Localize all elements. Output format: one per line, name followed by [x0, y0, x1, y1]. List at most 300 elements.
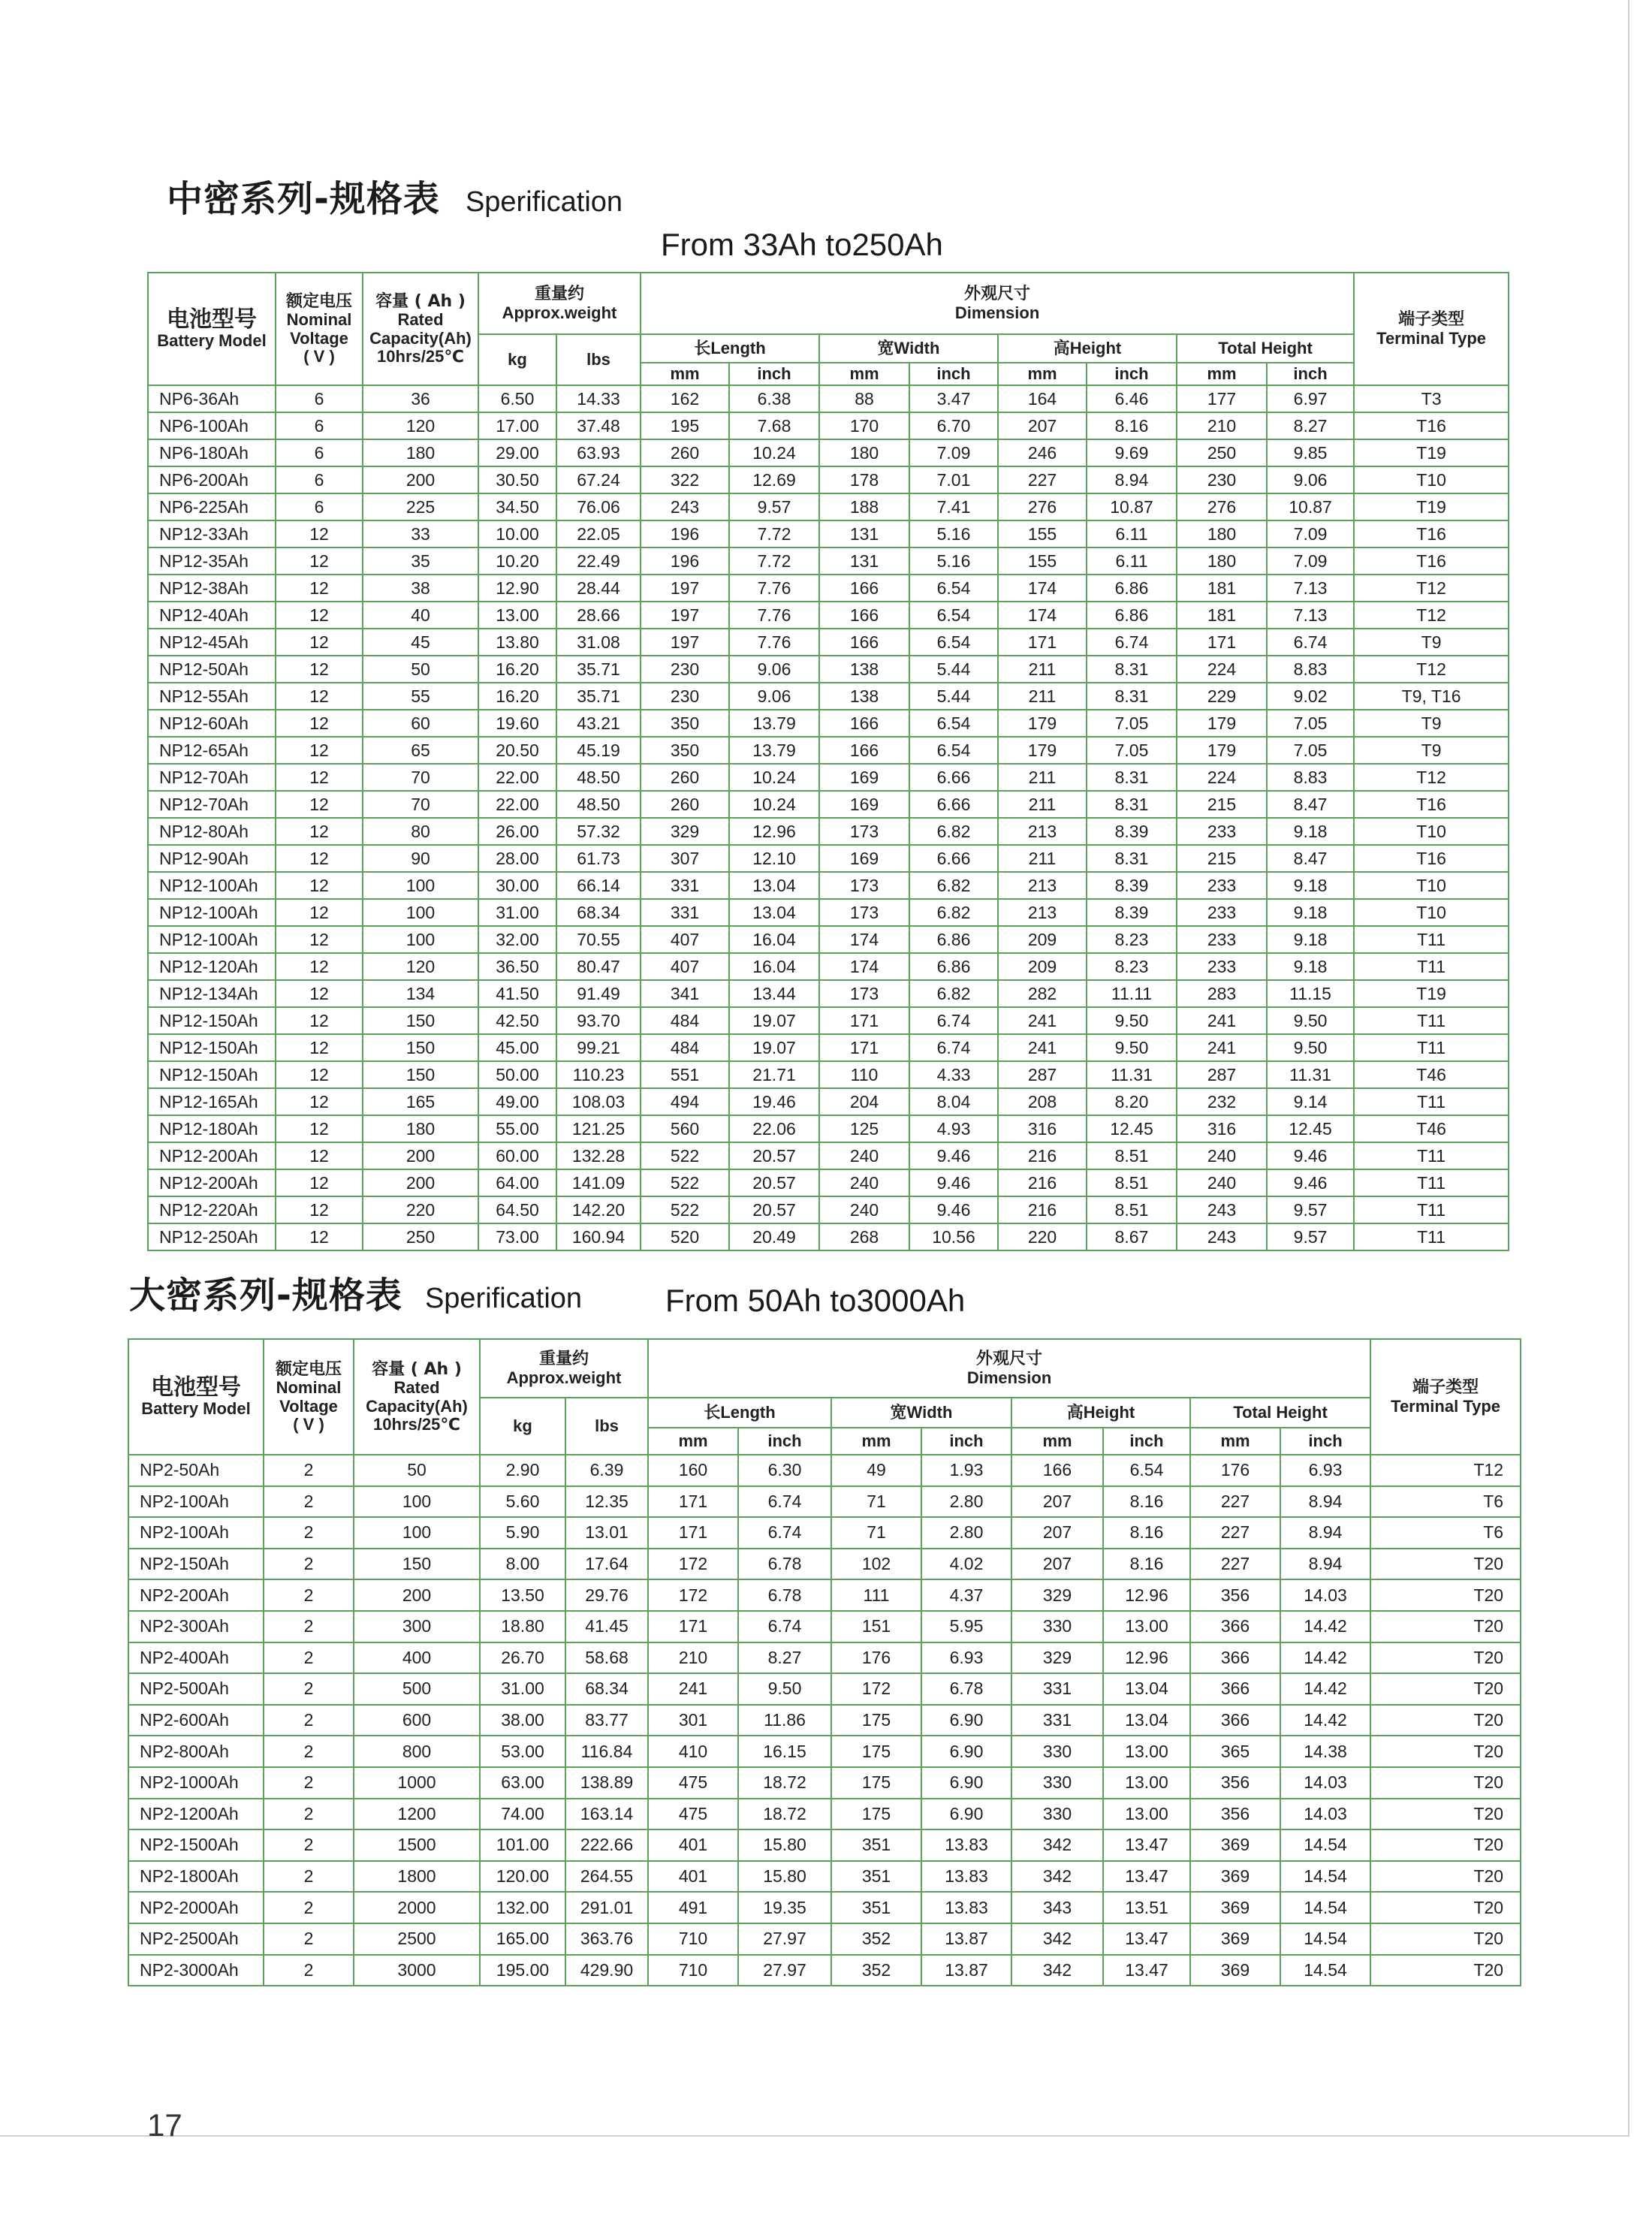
table-cell: 16.04 [729, 926, 819, 953]
table-cell: 352 [831, 1955, 921, 1986]
table-cell: 6.70 [909, 412, 998, 439]
table-cell: 174 [819, 926, 909, 953]
header-mm: mm [1190, 1428, 1280, 1455]
header-total-height: Total Height [1190, 1398, 1370, 1428]
table-cell: 369 [1190, 1861, 1280, 1893]
cell-model: NP2-300Ah [128, 1611, 264, 1642]
table-cell: 40 [363, 602, 478, 629]
table-row [128, 1705, 1521, 1736]
table-cell: 9.18 [1267, 953, 1354, 980]
cell-model: NP12-60Ah [148, 710, 276, 737]
table-cell: 429.90 [565, 1955, 648, 1986]
table-cell: 301 [648, 1705, 738, 1736]
table-cell: 475 [648, 1799, 738, 1830]
table-row [148, 953, 1509, 980]
table-cell: 369 [1190, 1955, 1280, 1986]
table-cell: 35.71 [556, 656, 641, 683]
table-cell: 410 [648, 1736, 738, 1767]
cell-terminal: T6 [1370, 1517, 1521, 1549]
cell-terminal: T9, T16 [1354, 683, 1509, 710]
section2-title [129, 1266, 582, 1318]
table-cell: 12 [276, 1115, 363, 1142]
table-cell: 169 [819, 845, 909, 872]
table-cell: 3.47 [909, 385, 998, 412]
table-row [128, 1923, 1521, 1955]
table-cell: 8.31 [1087, 683, 1177, 710]
table-cell: 6 [276, 466, 363, 493]
table-cell: 2 [264, 1642, 354, 1674]
table-cell: 710 [648, 1923, 738, 1955]
table-cell: 6.86 [1087, 575, 1177, 602]
cell-model: NP12-45Ah [148, 629, 276, 656]
cell-model: NP12-134Ah [148, 980, 276, 1007]
table-cell: 9.57 [1267, 1196, 1354, 1223]
table-cell: 14.42 [1280, 1673, 1370, 1705]
table-cell: 166 [819, 602, 909, 629]
table-cell: 14.54 [1280, 1861, 1370, 1893]
table-cell: 200 [354, 1579, 480, 1611]
cell-model: NP12-70Ah [148, 764, 276, 791]
table-cell: 57.32 [556, 818, 641, 845]
table-cell: 176 [1190, 1455, 1280, 1486]
table-cell: 369 [1190, 1892, 1280, 1923]
table-cell: 11.86 [738, 1705, 831, 1736]
header-inch: inch [1267, 363, 1354, 385]
table-cell: 9.18 [1267, 872, 1354, 899]
table-cell: 9.18 [1267, 899, 1354, 926]
table-row [148, 602, 1509, 629]
header-terminal: 端子类型 Terminal Type [1354, 273, 1509, 385]
cell-model: NP12-220Ah [148, 1196, 276, 1223]
table-cell: 7.68 [729, 412, 819, 439]
table-row [148, 520, 1509, 547]
table-cell: 6 [276, 493, 363, 520]
table-cell: 121.25 [556, 1115, 641, 1142]
cell-terminal: T6 [1370, 1486, 1521, 1518]
table-cell: 116.84 [565, 1736, 648, 1767]
table-cell: 9.50 [1267, 1007, 1354, 1034]
spec-table-large [128, 1338, 1521, 1986]
table-cell: 91.49 [556, 980, 641, 1007]
table-cell: 210 [648, 1642, 738, 1674]
table-cell: 12 [276, 629, 363, 656]
table-cell: 4.37 [921, 1579, 1011, 1611]
table-cell: 60.00 [478, 1142, 556, 1169]
table-cell: 224 [1177, 764, 1267, 791]
table-row [148, 385, 1509, 412]
cell-terminal: T16 [1354, 791, 1509, 818]
section2-title-zh: 大密系列-规格表 [129, 1274, 402, 1317]
table-cell: 16.20 [478, 656, 556, 683]
table-row [148, 845, 1509, 872]
table-cell: 6.54 [1103, 1455, 1190, 1486]
table-cell: 8.51 [1087, 1169, 1177, 1196]
table-cell: 8.51 [1087, 1196, 1177, 1223]
cell-model: NP12-90Ah [148, 845, 276, 872]
cell-model: NP2-100Ah [128, 1486, 264, 1518]
table-cell: 20.57 [729, 1196, 819, 1223]
table-cell: 30.50 [478, 466, 556, 493]
cell-terminal: T20 [1370, 1611, 1521, 1642]
table-cell: 12 [276, 602, 363, 629]
cell-model: NP12-33Ah [148, 520, 276, 547]
table-row [148, 412, 1509, 439]
cell-terminal: T11 [1354, 1196, 1509, 1223]
table-cell: 9.46 [909, 1142, 998, 1169]
table-cell: 230 [641, 683, 729, 710]
table-cell: 8.27 [738, 1642, 831, 1674]
table-cell: 12 [276, 1142, 363, 1169]
table-cell: 33 [363, 520, 478, 547]
table-cell: 174 [998, 575, 1087, 602]
table-cell: 171 [648, 1517, 738, 1549]
table-cell: 12 [276, 575, 363, 602]
table-cell: 63.93 [556, 439, 641, 466]
table-cell: 220 [363, 1196, 478, 1223]
table-cell: 13.00 [1103, 1611, 1190, 1642]
table-row [148, 980, 1509, 1007]
table-cell: 8.16 [1103, 1549, 1190, 1580]
table-cell: 5.16 [909, 547, 998, 575]
table-cell: 2.90 [480, 1455, 565, 1486]
table-cell: 12 [276, 899, 363, 926]
cell-model: NP12-70Ah [148, 791, 276, 818]
table-cell: 232 [1177, 1088, 1267, 1115]
cell-model: NP12-200Ah [148, 1169, 276, 1196]
table-cell: 13.80 [478, 629, 556, 656]
table-cell: 55 [363, 683, 478, 710]
table-cell: 283 [1177, 980, 1267, 1007]
header-height: 高Height [998, 334, 1177, 363]
table-cell: 5.60 [480, 1486, 565, 1518]
table-cell: 250 [1177, 439, 1267, 466]
table-cell: 2 [264, 1549, 354, 1580]
table-cell: 175 [831, 1799, 921, 1830]
table-row [148, 493, 1509, 520]
table-cell: 10.00 [478, 520, 556, 547]
cell-terminal: T20 [1370, 1642, 1521, 1674]
table-cell: 120 [363, 953, 478, 980]
table-cell: 211 [998, 656, 1087, 683]
table-cell: 5.95 [921, 1611, 1011, 1642]
page-number: 17 [147, 2107, 182, 2143]
header-terminal: 端子类型 Terminal Type [1370, 1339, 1521, 1455]
table-cell: 13.47 [1103, 1955, 1190, 1986]
table-cell: 500 [354, 1673, 480, 1705]
table-cell: 180 [819, 439, 909, 466]
table-cell: 170 [819, 412, 909, 439]
table-row [148, 1196, 1509, 1223]
table-cell: 17.00 [478, 412, 556, 439]
table-cell: 177 [1177, 385, 1267, 412]
table-cell: 6.93 [1280, 1455, 1370, 1486]
cell-model: NP12-40Ah [148, 602, 276, 629]
table-cell: 6.11 [1087, 547, 1177, 575]
table-cell: 65 [363, 737, 478, 764]
table-cell: 300 [354, 1611, 480, 1642]
table-cell: 6.50 [478, 385, 556, 412]
table-cell: 22.49 [556, 547, 641, 575]
table-cell: 20.57 [729, 1169, 819, 1196]
table-cell: 142.20 [556, 1196, 641, 1223]
table-cell: 213 [998, 872, 1087, 899]
cell-model: NP6-200Ah [148, 466, 276, 493]
table-cell: 222.66 [565, 1829, 648, 1861]
table-cell: 13.47 [1103, 1861, 1190, 1893]
table-cell: 12 [276, 845, 363, 872]
table-cell: 8.23 [1087, 926, 1177, 953]
table-cell: 19.35 [738, 1892, 831, 1923]
table-cell: 166 [1011, 1455, 1103, 1486]
table-cell: 230 [1177, 466, 1267, 493]
table-cell: 101.00 [480, 1829, 565, 1861]
table-cell: 8.31 [1087, 791, 1177, 818]
table-cell: 132.00 [480, 1892, 565, 1923]
header-width: 宽Width [819, 334, 998, 363]
table-cell: 166 [819, 737, 909, 764]
table-cell: 350 [641, 737, 729, 764]
table-cell: 150 [354, 1549, 480, 1580]
table-cell: 150 [363, 1034, 478, 1061]
table-cell: 13.00 [1103, 1736, 1190, 1767]
table-cell: 329 [641, 818, 729, 845]
header-inch: inch [909, 363, 998, 385]
table-cell: 351 [831, 1861, 921, 1893]
table-cell: 216 [998, 1196, 1087, 1223]
table-cell: 18.72 [738, 1767, 831, 1799]
table-cell: 83.77 [565, 1705, 648, 1736]
table-cell: 6.74 [738, 1611, 831, 1642]
table-cell: 179 [998, 710, 1087, 737]
table-cell: 181 [1177, 602, 1267, 629]
table-cell: 66.14 [556, 872, 641, 899]
table-cell: 8.94 [1280, 1486, 1370, 1518]
table-row [148, 710, 1509, 737]
table-cell: 6.82 [909, 872, 998, 899]
table-cell: 34.50 [478, 493, 556, 520]
table-cell: 12 [276, 872, 363, 899]
table-cell: 74.00 [480, 1799, 565, 1830]
table-cell: 171 [1177, 629, 1267, 656]
table-row [148, 1088, 1509, 1115]
table-cell: 12 [276, 764, 363, 791]
cell-terminal: T12 [1354, 575, 1509, 602]
table-cell: 172 [648, 1579, 738, 1611]
table-cell: 9.02 [1267, 683, 1354, 710]
table-cell: 13.50 [480, 1579, 565, 1611]
table-cell: 8.23 [1087, 953, 1177, 980]
cell-model: NP12-165Ah [148, 1088, 276, 1115]
table-cell: 8.67 [1087, 1223, 1177, 1250]
table-cell: 2.80 [921, 1486, 1011, 1518]
table-cell: 216 [998, 1169, 1087, 1196]
table-cell: 138 [819, 683, 909, 710]
table-cell: 110.23 [556, 1061, 641, 1088]
table-cell: 331 [1011, 1673, 1103, 1705]
table-cell: 27.97 [738, 1955, 831, 1986]
table-cell: 6.66 [909, 791, 998, 818]
table-cell: 211 [998, 845, 1087, 872]
table-cell: 12.96 [1103, 1642, 1190, 1674]
table-cell: 2500 [354, 1923, 480, 1955]
table-cell: 166 [819, 629, 909, 656]
table-cell: 100 [363, 899, 478, 926]
table-cell: 6.78 [921, 1673, 1011, 1705]
table-cell: 13.00 [1103, 1799, 1190, 1830]
table-cell: 18.80 [480, 1611, 565, 1642]
cell-terminal: T11 [1354, 1007, 1509, 1034]
table-cell: 356 [1190, 1579, 1280, 1611]
table-cell: 173 [819, 872, 909, 899]
cell-terminal: T10 [1354, 818, 1509, 845]
cell-model: NP12-150Ah [148, 1061, 276, 1088]
table-row [128, 1767, 1521, 1799]
table-cell: 6.74 [738, 1486, 831, 1518]
table-cell: 260 [641, 439, 729, 466]
table-cell: 16.20 [478, 683, 556, 710]
cell-model: NP12-55Ah [148, 683, 276, 710]
section1-title-en: Sperification [465, 186, 623, 218]
table-cell: 171 [819, 1007, 909, 1034]
table-cell: 233 [1177, 818, 1267, 845]
table-cell: 11.11 [1087, 980, 1177, 1007]
table-cell: 120 [363, 412, 478, 439]
table-cell: 197 [641, 602, 729, 629]
table-cell: 90 [363, 845, 478, 872]
cell-terminal: T20 [1370, 1579, 1521, 1611]
table-cell: 175 [831, 1736, 921, 1767]
table-row [128, 1829, 1521, 1861]
section2-range: From 50Ah to3000Ah [665, 1283, 966, 1318]
table-cell: 6 [276, 385, 363, 412]
header-model: 电池型号 Battery Model [128, 1339, 264, 1455]
table-cell: 6.66 [909, 845, 998, 872]
table-cell: 22.05 [556, 520, 641, 547]
cell-terminal: T46 [1354, 1115, 1509, 1142]
table-cell: 73.00 [478, 1223, 556, 1250]
table-cell: 1800 [354, 1861, 480, 1893]
cell-terminal: T16 [1354, 547, 1509, 575]
table-cell: 215 [1177, 791, 1267, 818]
table-cell: 8.16 [1103, 1517, 1190, 1549]
table-cell: 173 [819, 980, 909, 1007]
cell-terminal: T10 [1354, 872, 1509, 899]
table-cell: 162 [641, 385, 729, 412]
spec-table-medium [147, 272, 1509, 1251]
cell-terminal: T10 [1354, 466, 1509, 493]
table-cell: 12 [276, 547, 363, 575]
table-cell: 60 [363, 710, 478, 737]
table-cell: 366 [1190, 1611, 1280, 1642]
table-cell: 13.87 [921, 1955, 1011, 1986]
table-cell: 28.66 [556, 602, 641, 629]
table-cell: 241 [1177, 1034, 1267, 1061]
table-cell: 13.04 [729, 872, 819, 899]
table-cell: 171 [648, 1486, 738, 1518]
table-cell: 560 [641, 1115, 729, 1142]
table-cell: 13.01 [565, 1517, 648, 1549]
table-cell: 240 [819, 1196, 909, 1223]
section1-range: From 33Ah to250Ah [661, 227, 943, 262]
table-cell: 35 [363, 547, 478, 575]
table-cell: 9.85 [1267, 439, 1354, 466]
table-cell: 200 [363, 1142, 478, 1169]
table-cell: 241 [998, 1007, 1087, 1034]
table-cell: 17.64 [565, 1549, 648, 1580]
table-cell: 7.09 [909, 439, 998, 466]
cell-terminal: T20 [1370, 1736, 1521, 1767]
table-cell: 6.74 [909, 1034, 998, 1061]
table-cell: 9.57 [729, 493, 819, 520]
table-cell: 80.47 [556, 953, 641, 980]
table-cell: 100 [354, 1517, 480, 1549]
cell-terminal: T20 [1370, 1673, 1521, 1705]
header-inch: inch [729, 363, 819, 385]
table-cell: 8.94 [1280, 1549, 1370, 1580]
table-cell: 100 [363, 872, 478, 899]
table-cell: 6.93 [921, 1642, 1011, 1674]
cell-terminal: T20 [1370, 1799, 1521, 1830]
table-cell: 102 [831, 1549, 921, 1580]
cell-model: NP2-800Ah [128, 1736, 264, 1767]
table-cell: 13.00 [478, 602, 556, 629]
table-cell: 12 [276, 1034, 363, 1061]
table-cell: 16.04 [729, 953, 819, 980]
table-cell: 6.54 [909, 710, 998, 737]
table-cell: 12 [276, 1223, 363, 1250]
table-cell: 8.83 [1267, 656, 1354, 683]
cell-model: NP6-100Ah [148, 412, 276, 439]
cell-model: NP2-50Ah [128, 1455, 264, 1486]
table-cell: 12 [276, 1196, 363, 1223]
cell-terminal: T46 [1354, 1061, 1509, 1088]
section2-title-en: Sperification [424, 1283, 583, 1314]
table-cell: 401 [648, 1861, 738, 1893]
table-cell: 243 [1177, 1223, 1267, 1250]
table-row [128, 1955, 1521, 1986]
table-cell: 6.86 [909, 953, 998, 980]
table-cell: 14.42 [1280, 1642, 1370, 1674]
table-cell: 8.27 [1267, 412, 1354, 439]
table-cell: 93.70 [556, 1007, 641, 1034]
table-cell: 233 [1177, 899, 1267, 926]
table-cell: 8.39 [1087, 872, 1177, 899]
table-cell: 131 [819, 520, 909, 547]
header-inch: inch [921, 1428, 1011, 1455]
table-cell: 150 [363, 1061, 478, 1088]
table-cell: 13.04 [1103, 1673, 1190, 1705]
table-cell: 1500 [354, 1829, 480, 1861]
header-inch: inch [1087, 363, 1177, 385]
table-cell: 522 [641, 1196, 729, 1223]
table-cell: 169 [819, 764, 909, 791]
table-cell: 20.50 [478, 737, 556, 764]
table-cell: 12.69 [729, 466, 819, 493]
cell-model: NP2-2000Ah [128, 1892, 264, 1923]
table-cell: 64.00 [478, 1169, 556, 1196]
table-cell: 19.07 [729, 1007, 819, 1034]
table-cell: 207 [998, 412, 1087, 439]
table-cell: 241 [648, 1673, 738, 1705]
table-cell: 7.72 [729, 520, 819, 547]
table-cell: 12 [276, 710, 363, 737]
table-cell: 13.04 [729, 899, 819, 926]
table-cell: 6 [276, 412, 363, 439]
table-cell: 180 [1177, 520, 1267, 547]
table-cell: 12 [276, 980, 363, 1007]
table-cell: 227 [1190, 1549, 1280, 1580]
table-cell: 6.38 [729, 385, 819, 412]
